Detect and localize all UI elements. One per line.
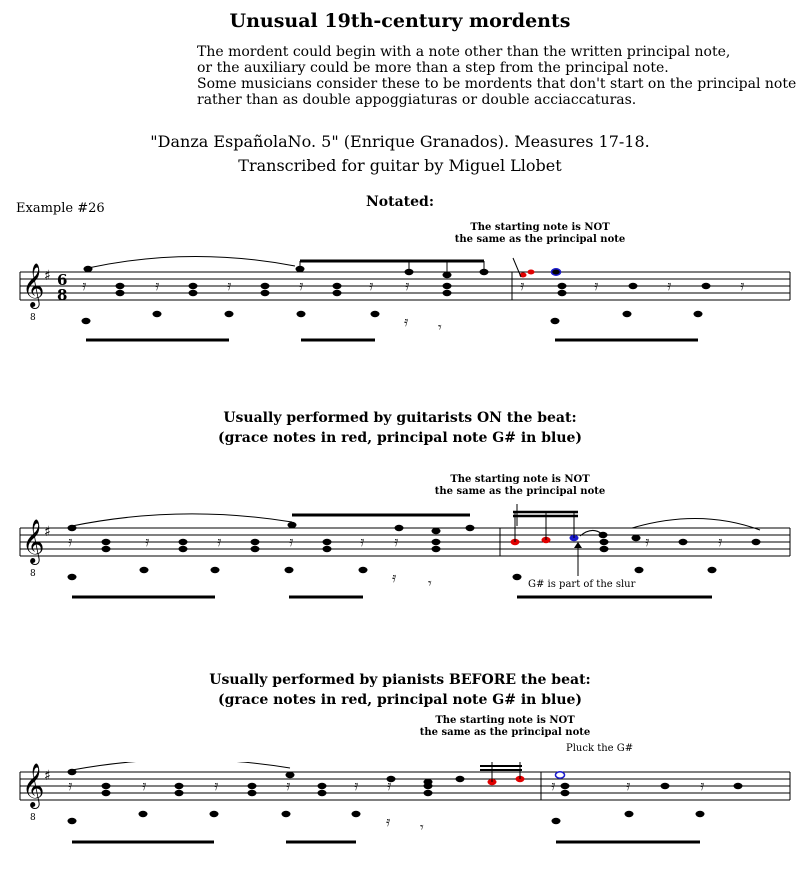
sharp-icon: ♯ bbox=[44, 768, 51, 784]
svg-text:𝄿: 𝄿 bbox=[217, 534, 222, 550]
svg-text:𝄿: 𝄿 bbox=[286, 778, 291, 794]
octave-8-mark: 8 bbox=[30, 313, 36, 323]
svg-text:𝄿: 𝄿 bbox=[142, 778, 147, 794]
staff-system-1 bbox=[0, 250, 800, 350]
intro-line: Some musicians consider these to be mordents that don't start on the principal note bbox=[197, 76, 797, 92]
svg-text:𝄾: 𝄾 bbox=[428, 576, 432, 592]
annotation-line: the same as the principal note bbox=[434, 486, 606, 497]
system-2-annotation bbox=[420, 474, 620, 498]
svg-text:𝄿: 𝄿 bbox=[82, 278, 87, 294]
svg-text:𝄿: 𝄿 bbox=[227, 278, 232, 294]
system-3-annotation bbox=[405, 715, 605, 739]
system-1-heading bbox=[0, 192, 800, 212]
svg-text:𝄿: 𝄿 bbox=[386, 814, 391, 830]
svg-text:𝄿: 𝄿 bbox=[645, 534, 650, 550]
annotation-line: The starting note is NOT bbox=[450, 474, 590, 485]
heading-line: (grace notes in red, principal note G# in blue) bbox=[217, 430, 583, 446]
svg-text:𝄾: 𝄾 bbox=[420, 820, 424, 836]
note-head bbox=[84, 266, 93, 272]
principal-note bbox=[556, 772, 565, 778]
piece-transcriber: Transcribed for guitar by Miguel Llobet bbox=[238, 156, 562, 175]
octave-8-mark: 8 bbox=[30, 569, 36, 579]
system-1-annotation bbox=[440, 222, 640, 246]
svg-text:𝄿: 𝄿 bbox=[360, 534, 365, 550]
system-3-note: Pluck the G# bbox=[566, 743, 634, 754]
staff-system-3 bbox=[0, 762, 800, 872]
annotation-line: the same as the principal note bbox=[419, 727, 591, 738]
staff-system-2 bbox=[0, 500, 800, 610]
slur bbox=[88, 256, 295, 268]
svg-text:𝄿: 𝄿 bbox=[214, 778, 219, 794]
slur bbox=[72, 514, 292, 526]
treble-clef-icon: 𝄞 bbox=[22, 763, 45, 807]
svg-text:𝄿: 𝄿 bbox=[155, 278, 160, 294]
svg-text:𝄿: 𝄿 bbox=[520, 278, 525, 294]
octave-8-mark: 8 bbox=[30, 813, 36, 823]
system-2-heading bbox=[0, 408, 800, 448]
svg-text:𝄿: 𝄿 bbox=[68, 778, 73, 794]
grace-note bbox=[528, 270, 535, 275]
heading-line: Usually performed by guitarists ON the beat: bbox=[223, 410, 577, 426]
annotation-line: The starting note is NOT bbox=[435, 715, 575, 726]
svg-text:𝄿: 𝄿 bbox=[718, 534, 723, 550]
annotation-line: the same as the principal note bbox=[454, 234, 626, 245]
annotation-line: The starting note is NOT bbox=[470, 222, 610, 233]
svg-text:𝄿: 𝄿 bbox=[394, 534, 399, 550]
heading-line: Usually performed by pianists BEFORE the beat: bbox=[209, 672, 591, 688]
slur bbox=[72, 762, 290, 770]
system-3-heading bbox=[0, 670, 800, 710]
intro-line: The mordent could begin with a note other than the written principal note, bbox=[197, 44, 731, 60]
svg-text:𝄿: 𝄿 bbox=[392, 570, 397, 586]
svg-text:𝄾: 𝄾 bbox=[438, 320, 442, 336]
svg-text:𝄿: 𝄿 bbox=[626, 778, 631, 794]
svg-text:𝄿: 𝄿 bbox=[667, 278, 672, 294]
page-title: Unusual 19th-century mordents bbox=[229, 10, 571, 32]
svg-text:𝄿: 𝄿 bbox=[551, 778, 556, 794]
svg-text:𝄿: 𝄿 bbox=[405, 278, 410, 294]
heading-line: Notated: bbox=[365, 194, 434, 210]
intro-paragraph bbox=[197, 44, 797, 108]
example-label: Example #26 bbox=[16, 201, 105, 216]
piece-title: "Danza EspañolaNo. 5" (Enrique Granados). Measures 17-18. bbox=[150, 132, 650, 151]
intro-line: rather than as double appoggiaturas or double acciaccaturas. bbox=[197, 92, 637, 108]
system-2-note: G# is part of the slur bbox=[528, 579, 636, 590]
svg-text:𝄿: 𝄿 bbox=[289, 534, 294, 550]
svg-text:𝄿: 𝄿 bbox=[594, 278, 599, 294]
sharp-icon: ♯ bbox=[44, 268, 51, 284]
svg-text:𝄿: 𝄿 bbox=[369, 278, 374, 294]
heading-line: (grace notes in red, principal note G# in blue) bbox=[217, 692, 583, 708]
svg-text:𝄿: 𝄿 bbox=[145, 534, 150, 550]
sharp-icon: ♯ bbox=[44, 524, 51, 540]
svg-text:𝄿: 𝄿 bbox=[740, 278, 745, 294]
treble-clef-icon: 𝄞 bbox=[22, 519, 45, 563]
treble-clef-icon: 𝄞 bbox=[22, 263, 45, 307]
svg-text:𝄿: 𝄿 bbox=[354, 778, 359, 794]
piece-info bbox=[0, 130, 800, 178]
svg-text:𝄿: 𝄿 bbox=[68, 534, 73, 550]
grace-beam bbox=[480, 766, 522, 770]
intro-line: or the auxiliary could be more than a step from the principal note. bbox=[197, 60, 669, 76]
time-signature-bottom: 8 bbox=[57, 286, 68, 304]
annotation-arrow bbox=[513, 258, 521, 277]
time-signature-top: 6 bbox=[57, 271, 68, 289]
svg-text:𝄿: 𝄿 bbox=[387, 778, 392, 794]
svg-text:𝄿: 𝄿 bbox=[299, 278, 304, 294]
svg-text:𝄿: 𝄿 bbox=[404, 314, 409, 330]
svg-text:𝄿: 𝄿 bbox=[700, 778, 705, 794]
